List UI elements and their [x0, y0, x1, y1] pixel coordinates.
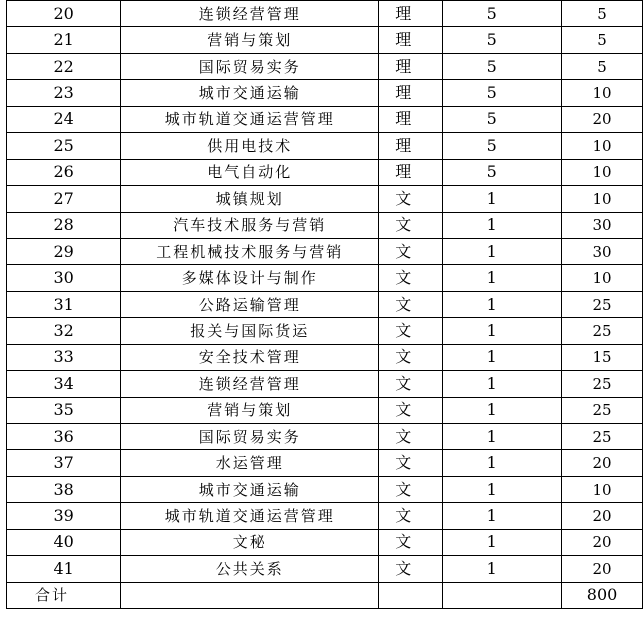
subject-type: 理 [379, 27, 442, 53]
major-name: 城市轨道交通运营管理 [121, 106, 379, 132]
program-years: 1 [442, 503, 562, 529]
major-name: 连锁经营管理 [121, 371, 379, 397]
enrollment-count: 15 [562, 344, 643, 370]
subject-type: 文 [379, 318, 442, 344]
program-years: 5 [442, 27, 562, 53]
row-number: 32 [7, 318, 121, 344]
program-years: 1 [442, 344, 562, 370]
row-number: 29 [7, 238, 121, 264]
row-number: 33 [7, 344, 121, 370]
program-years: 5 [442, 80, 562, 106]
row-number: 31 [7, 291, 121, 317]
enrollment-count: 20 [562, 556, 643, 582]
row-number: 27 [7, 186, 121, 212]
row-number: 36 [7, 424, 121, 450]
subject-type: 文 [379, 371, 442, 397]
subject-type: 文 [379, 212, 442, 238]
program-years: 1 [442, 556, 562, 582]
table-row [7, 159, 643, 185]
row-number: 40 [7, 529, 121, 555]
subject-type: 理 [379, 159, 442, 185]
subject-type: 文 [379, 344, 442, 370]
enrollment-count: 5 [562, 27, 643, 53]
program-years: 1 [442, 397, 562, 423]
table-row [7, 529, 643, 555]
enrollment-count: 5 [562, 53, 643, 79]
enrollment-count: 10 [562, 186, 643, 212]
subject-type: 理 [379, 80, 442, 106]
enrollment-count: 20 [562, 450, 643, 476]
major-name: 电气自动化 [121, 159, 379, 185]
program-years: 1 [442, 318, 562, 344]
total-value: 800 [562, 582, 643, 608]
major-name: 供用电技术 [121, 133, 379, 159]
subject-type: 理 [379, 1, 442, 27]
total-empty-cell [121, 582, 379, 608]
row-number: 22 [7, 53, 121, 79]
major-name: 报关与国际货运 [121, 318, 379, 344]
row-number: 26 [7, 159, 121, 185]
subject-type: 文 [379, 186, 442, 212]
major-name: 城镇规划 [121, 186, 379, 212]
major-name: 营销与策划 [121, 27, 379, 53]
subject-type: 理 [379, 133, 442, 159]
enrollment-count: 30 [562, 238, 643, 264]
table-row [7, 53, 643, 79]
enrollment-table [6, 0, 643, 609]
table-row [7, 238, 643, 264]
program-years: 1 [442, 238, 562, 264]
subject-type: 理 [379, 53, 442, 79]
enrollment-count: 20 [562, 503, 643, 529]
enrollment-count: 5 [562, 1, 643, 27]
major-name: 公路运输管理 [121, 291, 379, 317]
table-row [7, 344, 643, 370]
table-row [7, 503, 643, 529]
major-name: 城市交通运输 [121, 80, 379, 106]
row-number: 41 [7, 556, 121, 582]
enrollment-count: 25 [562, 318, 643, 344]
total-empty-cell [379, 582, 442, 608]
major-name: 多媒体设计与制作 [121, 265, 379, 291]
row-number: 24 [7, 106, 121, 132]
row-number: 37 [7, 450, 121, 476]
row-number: 38 [7, 476, 121, 502]
major-name: 公共关系 [121, 556, 379, 582]
enrollment-count: 20 [562, 529, 643, 555]
subject-type: 文 [379, 265, 442, 291]
program-years: 5 [442, 133, 562, 159]
subject-type: 文 [379, 424, 442, 450]
row-number: 39 [7, 503, 121, 529]
row-number: 28 [7, 212, 121, 238]
table-row [7, 27, 643, 53]
table-row [7, 186, 643, 212]
row-number: 35 [7, 397, 121, 423]
subject-type: 文 [379, 503, 442, 529]
enrollment-count: 25 [562, 424, 643, 450]
subject-type: 文 [379, 556, 442, 582]
program-years: 1 [442, 450, 562, 476]
major-name: 城市交通运输 [121, 476, 379, 502]
subject-type: 文 [379, 450, 442, 476]
subject-type: 文 [379, 238, 442, 264]
major-name: 安全技术管理 [121, 344, 379, 370]
subject-type: 文 [379, 476, 442, 502]
total-empty-cell [442, 582, 562, 608]
row-number: 34 [7, 371, 121, 397]
major-name: 城市轨道交通运营管理 [121, 503, 379, 529]
table-row [7, 450, 643, 476]
major-name: 国际贸易实务 [121, 53, 379, 79]
subject-type: 文 [379, 529, 442, 555]
major-name: 文秘 [121, 529, 379, 555]
program-years: 1 [442, 476, 562, 502]
table-body [7, 1, 643, 609]
enrollment-count: 10 [562, 159, 643, 185]
program-years: 1 [442, 371, 562, 397]
row-number: 23 [7, 80, 121, 106]
program-years: 5 [442, 53, 562, 79]
enrollment-count: 25 [562, 371, 643, 397]
table-row [7, 133, 643, 159]
row-number: 25 [7, 133, 121, 159]
table-row [7, 212, 643, 238]
major-name: 水运管理 [121, 450, 379, 476]
table-row [7, 291, 643, 317]
program-years: 1 [442, 529, 562, 555]
program-years: 1 [442, 424, 562, 450]
total-label: 合计 [7, 582, 121, 608]
subject-type: 文 [379, 397, 442, 423]
program-years: 5 [442, 1, 562, 27]
enrollment-count: 20 [562, 106, 643, 132]
enrollment-table-wrapper [6, 0, 643, 609]
row-number: 21 [7, 27, 121, 53]
row-number: 20 [7, 1, 121, 27]
major-name: 营销与策划 [121, 397, 379, 423]
major-name: 国际贸易实务 [121, 424, 379, 450]
program-years: 5 [442, 106, 562, 132]
program-years: 1 [442, 186, 562, 212]
table-row [7, 476, 643, 502]
table-row [7, 318, 643, 344]
enrollment-count: 10 [562, 133, 643, 159]
total-row [7, 582, 643, 608]
major-name: 汽车技术服务与营销 [121, 212, 379, 238]
table-row [7, 80, 643, 106]
table-row [7, 265, 643, 291]
enrollment-count: 25 [562, 397, 643, 423]
program-years: 5 [442, 159, 562, 185]
enrollment-count: 10 [562, 476, 643, 502]
table-row [7, 424, 643, 450]
table-row [7, 106, 643, 132]
program-years: 1 [442, 212, 562, 238]
enrollment-count: 30 [562, 212, 643, 238]
subject-type: 文 [379, 291, 442, 317]
table-row [7, 556, 643, 582]
enrollment-count: 10 [562, 265, 643, 291]
program-years: 1 [442, 265, 562, 291]
subject-type: 理 [379, 106, 442, 132]
table-row [7, 397, 643, 423]
table-row [7, 1, 643, 27]
enrollment-count: 10 [562, 80, 643, 106]
program-years: 1 [442, 291, 562, 317]
table-row [7, 371, 643, 397]
major-name: 工程机械技术服务与营销 [121, 238, 379, 264]
enrollment-count: 25 [562, 291, 643, 317]
major-name: 连锁经营管理 [121, 1, 379, 27]
row-number: 30 [7, 265, 121, 291]
